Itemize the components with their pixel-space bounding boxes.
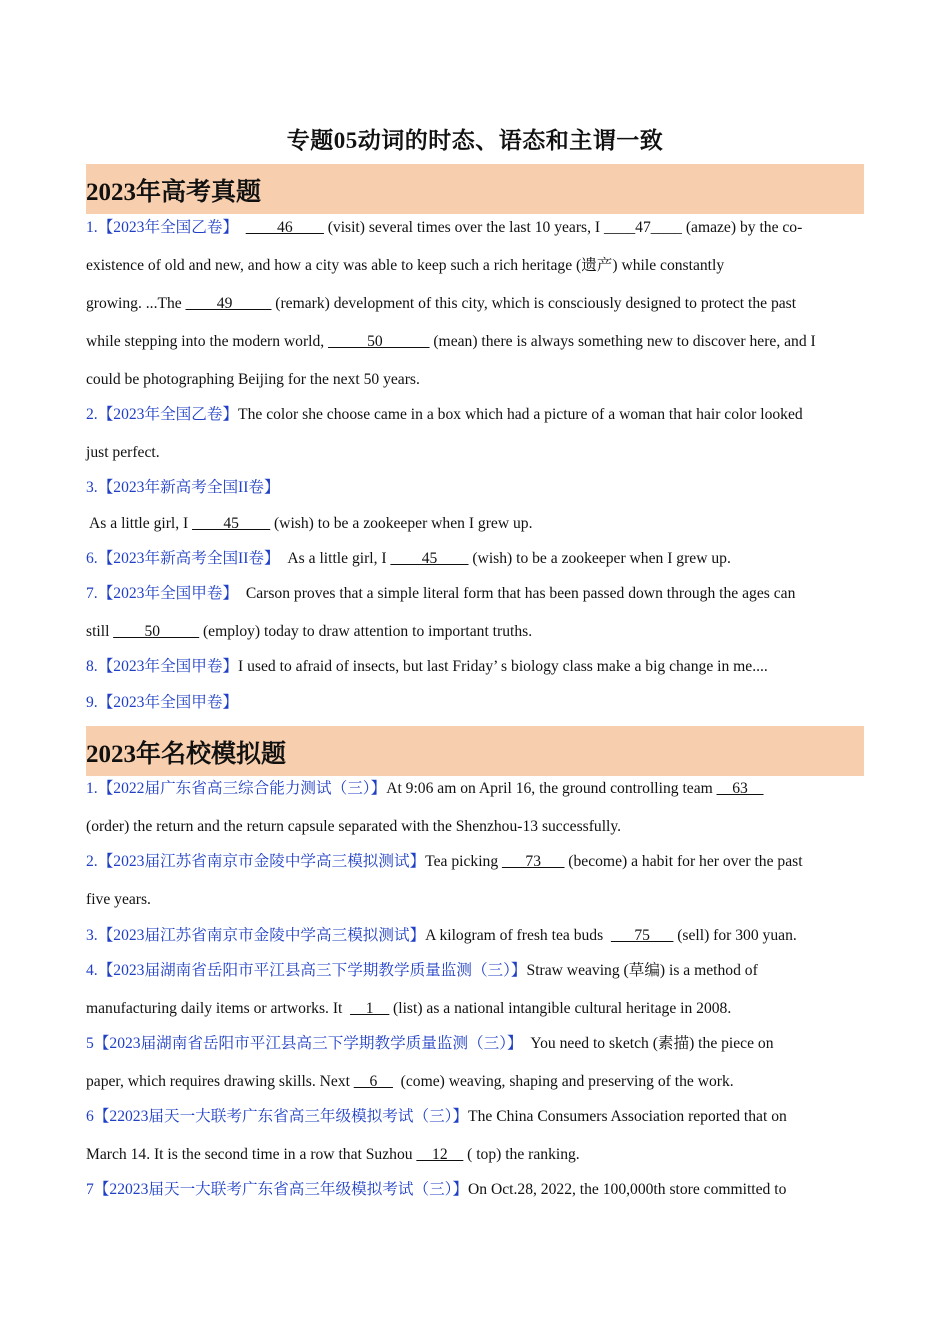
question-text [238,219,246,236]
question-line [86,218,866,238]
question-source-tag: 3.【2023届江苏省南京市金陵中学高三模拟测试】 [86,927,426,944]
question-source-tag: 7【22023届天一大联考广东省高三年级模拟考试（三）】 [86,1181,469,1198]
question-source-tag: 9.【2023年全国甲卷】 [86,694,239,711]
question-text: As a little girl, I [86,515,193,532]
question-text: A kilogram of fresh tea buds [425,927,611,944]
question-source-tag: 4.【2023届湖南省岳阳市平江县高三下学期教学质量监测（三）】 [86,962,527,979]
answer-blank: ___75___ [610,927,674,944]
question-line [86,405,866,425]
question-source-tag: 6.【2023年新高考全国II卷】 [86,550,280,567]
question-text: Carson proves that a simple literal form that has been passed down through the ages can [238,585,796,602]
question-text: could be photographing Beijing for the next 50 years. [86,371,420,388]
document-title: 专题05动词的时态、语态和主谓一致 [286,128,664,153]
question-line [86,549,866,569]
question-line [86,584,866,604]
question-text: The color she choose came in a box which had a picture of a woman that hair color looked [238,406,803,423]
answer-blank: _____50______ [328,333,430,350]
question-source-tag: 6【22023届天一大联考广东省高三年级模拟考试（三）】 [86,1108,469,1125]
question-line [86,926,866,946]
question-text: (remark) development of this city, which is consciously designed to protect the past [271,295,797,312]
question-text: manufacturing daily items or artworks. It [86,1000,351,1017]
answer-blank: __6__ [353,1073,393,1090]
section-header-mock [86,726,864,776]
question-text: paper, which requires drawing skills. Next [86,1073,354,1090]
question-source-tag: 7.【2023年全国甲卷】 [86,585,239,602]
question-text: (visit) several times over the last 10 years, I ____47____ (amaze) by the co- [323,219,803,236]
question-text: five years. [86,891,151,908]
question-line [86,443,866,463]
question-line [86,478,866,498]
question-line [86,890,866,910]
question-text: I used to afraid of insects, but last Friday’ s biology class make a big change in me.... [238,658,768,675]
answer-blank: ____50_____ [113,623,200,640]
question-source-tag: 8.【2023年全国甲卷】 [86,658,239,675]
question-line [86,514,866,534]
question-line [86,294,866,314]
question-line [86,332,866,352]
answer-blank: ____49_____ [185,295,272,312]
question-text: (come) weaving, shaping and preserving of the work. [392,1073,734,1090]
question-text: March 14. It is the second time in a row that Suzhou [86,1146,417,1163]
question-source-tag: 3.【2023年新高考全国II卷】 [86,479,280,496]
question-source-tag: 2.【2023年全国乙卷】 [86,406,239,423]
question-text: (order) the return and the return capsule separated with the Shenzhou-13 successfully. [86,818,622,835]
question-line [86,256,866,276]
question-source-tag: 1.【2023年全国乙卷】 [86,219,239,236]
question-source-tag: 5【2023届湖南省岳阳市平江县高三下学期教学质量监测（三）】 [86,1035,523,1052]
question-text: existence of old and new, and how a city was able to keep such a rich heritage (遗产) while constantly [86,257,725,274]
question-text: At 9:06 am on April 16, the ground controlling team [386,780,717,797]
question-source-tag: 1.【2022届广东省高三综合能力测试（三）】 [86,780,387,797]
question-text: (employ) today to draw attention to important truths. [199,623,533,640]
section-title: 2023年高考真题 [86,179,262,206]
question-text: (become) a habit for her over the past [564,853,803,870]
question-line [86,852,866,872]
question-text: (mean) there is always something new to discover here, and I [429,333,816,350]
question-text: growing. ...The [86,295,186,312]
question-text: ( top) the ranking. [463,1146,580,1163]
question-line [86,999,866,1019]
question-text: (wish) to be a zookeeper when I grew up. [468,550,731,567]
answer-blank: ____45____ [390,550,469,567]
question-text: On Oct.28, 2022, the 100,000th store committed to [468,1181,787,1198]
question-line [86,1072,866,1092]
section-header-gaokao [86,164,864,214]
question-line [86,961,866,981]
question-text: You need to sketch (素描) the piece on [522,1035,774,1052]
question-line [86,1034,866,1054]
question-text: Tea picking [425,853,503,870]
question-text: Straw weaving (草编) is a method of [526,962,758,979]
question-line [86,779,866,799]
question-line [86,693,866,713]
question-text: As a little girl, I [279,550,391,567]
question-line [86,622,866,642]
question-text: (sell) for 300 yuan. [673,927,797,944]
question-text: (list) as a national intangible cultural heritage in 2008. [389,1000,732,1017]
question-text: still [86,623,114,640]
question-line [86,370,866,390]
question-line [86,1107,866,1127]
answer-blank: ____46____ [245,219,324,236]
answer-blank: ____45____ [192,515,271,532]
question-line [86,1180,866,1200]
answer-blank: __12__ [416,1146,464,1163]
question-line [86,657,866,677]
answer-blank: __1__ [350,1000,390,1017]
question-line [86,817,866,837]
question-source-tag: 2.【2023届江苏省南京市金陵中学高三模拟测试】 [86,853,426,870]
question-text: The China Consumers Association reported that on [468,1108,787,1125]
section-title: 2023年名校模拟题 [86,741,287,768]
question-text: (wish) to be a zookeeper when I grew up. [270,515,533,532]
answer-blank: __63__ [716,780,764,797]
answer-blank: ___73___ [502,853,565,870]
question-text: while stepping into the modern world, [86,333,329,350]
question-line [86,1145,866,1165]
question-text: just perfect. [86,444,160,461]
